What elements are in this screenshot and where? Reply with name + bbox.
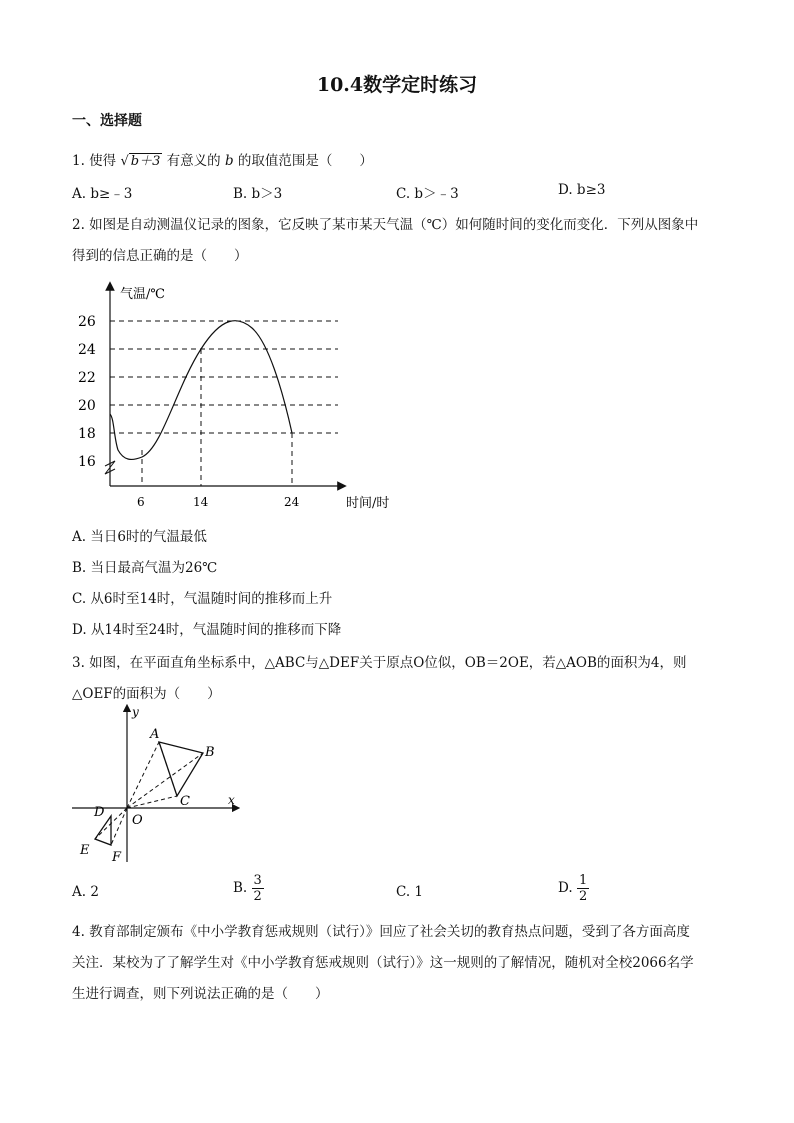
q2-option-b: B. 当日最高气温为26℃ [72, 560, 218, 576]
similarity-figure [70, 700, 250, 870]
q2-line-2: 得到的信息正确的是（ ） [72, 248, 248, 264]
question-1 [72, 149, 373, 169]
y-axis-label: 气温/℃ [120, 287, 165, 302]
q4-line-3: 生进行调查，则下列说法正确的是（ ） [72, 986, 329, 1002]
y-tick-26: 26 [78, 314, 96, 330]
x-tick-6: 6 [137, 495, 145, 509]
y-tick-16: 16 [78, 454, 96, 470]
q2-line-1: 2. 如图是自动测温仪记录的图象，它反映了某市某天气温（℃）如何随时间的变化而变化．下列从图象中 [72, 217, 699, 233]
q1-suffix: 的取值范围是（ ） [237, 153, 373, 169]
q3-option-b-prefix: B. [233, 880, 248, 896]
q4-line-2: 关注．某校为了了解学生对《中小学教育惩戒规则（试行）》这一规则的了解情况，随机对全校2066名学 [72, 955, 694, 971]
q3-option-c: C. 1 [396, 884, 424, 900]
q1-option-a: A. b≥﹣3 [72, 186, 133, 202]
q1-mid: 有意义的 [166, 153, 221, 169]
y-tick-20: 20 [78, 398, 96, 414]
label-o: O [132, 813, 143, 828]
axis-break [105, 461, 115, 474]
label-y: y [132, 705, 139, 719]
y-tick-24: 24 [78, 342, 96, 358]
q2-option-a: A. 当日6时的气温最低 [72, 529, 207, 545]
q2-option-c: C. 从6时至14时，气温随时间的推移而上升 [72, 591, 333, 607]
fraction-numerator: 1 [578, 873, 588, 888]
label-a: A [150, 727, 160, 742]
q1-option-c: C. b＞﹣3 [396, 186, 459, 202]
label-e: E [80, 843, 90, 858]
label-c: C [180, 794, 190, 809]
fraction-denominator: 2 [253, 889, 262, 904]
page-title: 10.4数学定时练习 [316, 74, 478, 96]
q4-line-1: 4. 教育部制定颁布《中小学教育惩戒规则（试行）》回应了社会关切的教育热点问题，受到了各方面高度 [72, 924, 690, 940]
fraction-numerator: 3 [253, 873, 262, 888]
temperature-curve [110, 321, 292, 460]
q3-option-a: A. 2 [72, 884, 99, 900]
triangle-def [95, 816, 111, 845]
label-f: F [112, 850, 122, 865]
q3-option-b [233, 873, 264, 904]
fraction-denominator: 2 [578, 889, 588, 904]
label-d: D [94, 805, 105, 820]
label-b: B [205, 745, 215, 760]
y-tick-18: 18 [78, 426, 96, 442]
x-tick-24: 24 [284, 495, 300, 509]
fraction-one-half [577, 873, 589, 904]
y-tick-22: 22 [78, 370, 96, 386]
q3-option-d-prefix: D. [558, 880, 573, 896]
q2-option-d: D. 从14时至24时，气温随时间的推移而下降 [72, 622, 342, 638]
fraction-three-halves [252, 873, 264, 904]
sqrt-expression: √ b＋3 [120, 154, 161, 169]
label-x: x [228, 793, 235, 807]
q1-option-b: B. b＞3 [233, 186, 283, 202]
q3-line-1: 3. 如图，在平面直角坐标系中，△ABC与△DEF关于原点O位似，OB＝2OE，若△AOB的面积为4，则 [72, 655, 687, 671]
q1-prefix: 1. 使得 [72, 153, 117, 169]
x-tick-14: 14 [193, 495, 209, 509]
q1-var: b [224, 153, 234, 169]
x-axis-label: 时间/时 [346, 496, 390, 511]
q1-option-d: D. b≥3 [558, 182, 606, 198]
q3-option-d [558, 873, 589, 904]
section-heading: 一、选择题 [72, 113, 142, 129]
temperature-graph [70, 278, 410, 518]
q3-line-2: △OEF的面积为（ ） [72, 686, 221, 702]
q1-radicand: b＋3 [130, 154, 161, 169]
grid-lines [110, 321, 338, 486]
